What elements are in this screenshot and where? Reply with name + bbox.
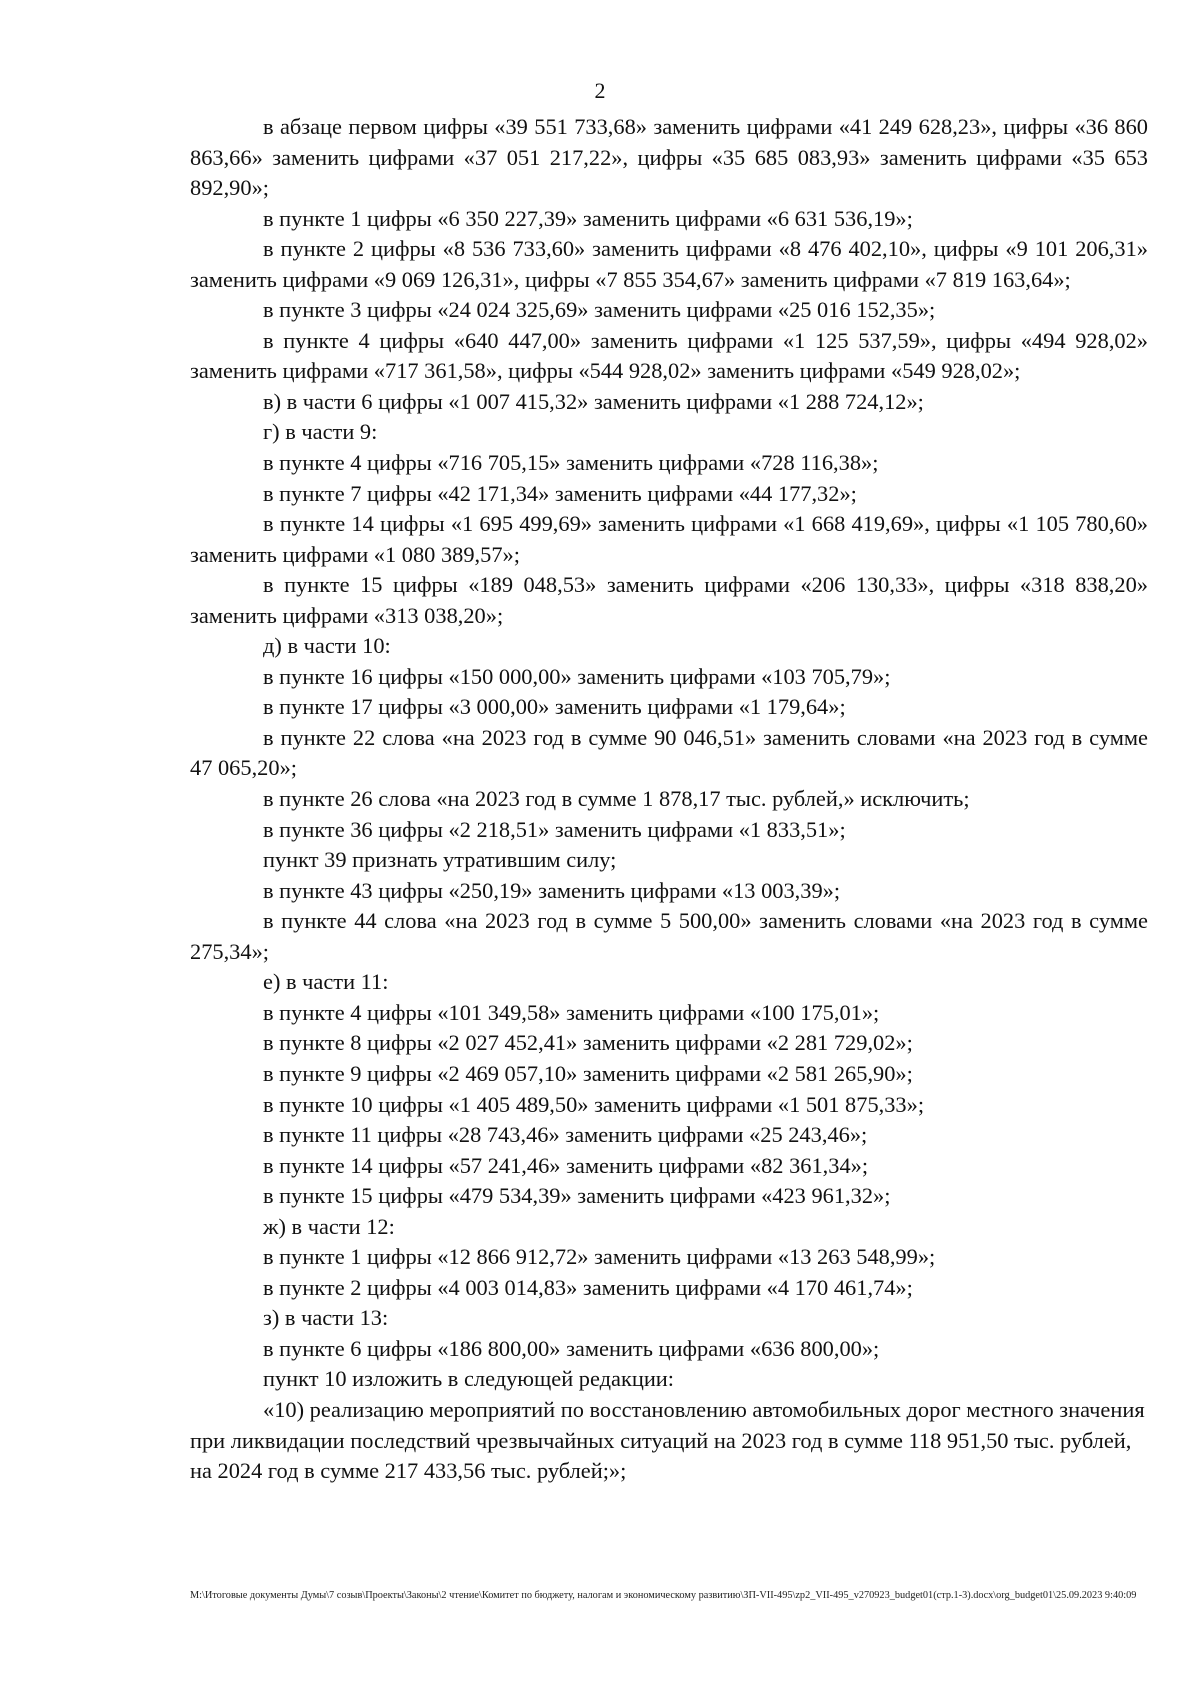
paragraph: в) в части 6 цифры «1 007 415,32» заменить цифрами «1 288 724,12»; [263, 388, 924, 414]
paragraph: в пункте 9 цифры «2 469 057,10» заменить цифрами «2 581 265,90»; [263, 1060, 913, 1086]
paragraph: в пункте 8 цифры «2 027 452,41» заменить цифрами «2 281 729,02»; [263, 1030, 913, 1056]
paragraph: в пункте 26 слова «на 2023 год в сумме 1 878,17 тыс. рублей,» исключить; [263, 786, 970, 812]
paragraph: в пункте 10 цифры «1 405 489,50» заменить цифрами «1 501 875,33»; [263, 1091, 925, 1117]
paragraph: в абзаце первом цифры «39 551 733,68» заменить цифрами «41 249 628,23», цифры «36 860 863,66» заменить цифрами «37 051 217,22», цифры «35 685 083,93» заменить цифрами «35 653 892,90»; [190, 114, 1148, 201]
paragraph: в пункте 36 цифры «2 218,51» заменить цифрами «1 833,51»; [263, 816, 846, 842]
paragraph: пункт 10 изложить в следующей редакции: [263, 1366, 675, 1392]
paragraph: д) в части 10: [263, 633, 391, 659]
paragraph: в пункте 1 цифры «12 866 912,72» заменить цифрами «13 263 548,99»; [263, 1244, 936, 1270]
paragraph: ж) в части 12: [263, 1213, 395, 1239]
paragraph: з) в части 13: [263, 1305, 389, 1331]
paragraph: в пункте 6 цифры «186 800,00» заменить цифрами «636 800,00»; [263, 1335, 880, 1361]
page-number: 2 [594, 78, 606, 103]
paragraph: в пункте 4 цифры «716 705,15» заменить цифрами «728 116,38»; [263, 450, 879, 476]
paragraph: в пункте 14 цифры «57 241,46» заменить цифрами «82 361,34»; [263, 1152, 869, 1178]
paragraph: в пункте 15 цифры «479 534,39» заменить цифрами «423 961,32»; [263, 1183, 891, 1209]
paragraph: в пункте 22 слова «на 2023 год в сумме 90 046,51» заменить словами «на 2023 год в сумме 47 065,20»; [190, 724, 1148, 781]
paragraph: в пункте 2 цифры «8 536 733,60» заменить цифрами «8 476 402,10», цифры «9 101 206,31» заменить цифрами «9 069 126,31», цифры «7 855 354,67» заменить цифрами «7 819 163,64»; [190, 236, 1148, 292]
paragraph: в пункте 7 цифры «42 171,34» заменить цифрами «44 177,32»; [263, 480, 857, 506]
paragraph: в пункте 2 цифры «4 003 014,83» заменить цифрами «4 170 461,74»; [263, 1274, 913, 1300]
paragraph: в пункте 43 цифры «250,19» заменить цифрами «13 003,39»; [263, 877, 841, 903]
paragraph: в пункте 11 цифры «28 743,46» заменить цифрами «25 243,46»; [263, 1122, 868, 1148]
document-body [190, 112, 1148, 1487]
paragraph: «10) реализацию мероприятий по восстановлению автомобильных дорог местного значения при ликвидации последствий чрезвычайных ситуаций на 2023 год в сумме 118 951,50 тыс. рублей, на 2024 год в сумме 217 433,56 тыс. рублей;»; [190, 1396, 1145, 1484]
paragraph: в пункте 16 цифры «150 000,00» заменить цифрами «103 705,79»; [263, 663, 891, 689]
footer-file-path: M:\Итоговые документы Думы\7 созыв\Проекты\Законы\2 чтение\Комитет по бюджету, налогам и экономическому развитию\ЗП-VII-495\zp2_VII-495_v270923_budget01(стр.1-3).docx\org_budget01\25.09.2023 9:40:09 [190, 1590, 1137, 1601]
paragraph: в пункте 15 цифры «189 048,53» заменить цифрами «206 130,33», цифры «318 838,20» заменить цифрами «313 038,20»; [190, 572, 1148, 628]
paragraph: в пункте 4 цифры «640 447,00» заменить цифрами «1 125 537,59», цифры «494 928,02» заменить цифрами «717 361,58», цифры «544 928,02» заменить цифрами «549 928,02»; [190, 327, 1148, 384]
paragraph: в пункте 3 цифры «24 024 325,69» заменить цифрами «25 016 152,35»; [263, 297, 936, 323]
paragraph: е) в части 11: [263, 969, 389, 995]
paragraph: г) в части 9: [263, 419, 378, 445]
paragraph: в пункте 4 цифры «101 349,58» заменить цифрами «100 175,01»; [263, 999, 880, 1025]
paragraph: пункт 39 признать утратившим силу; [263, 847, 617, 873]
paragraph: в пункте 1 цифры «6 350 227,39» заменить цифрами «6 631 536,19»; [263, 205, 913, 231]
paragraph: в пункте 17 цифры «3 000,00» заменить цифрами «1 179,64»; [263, 694, 846, 720]
paragraph: в пункте 14 цифры «1 695 499,69» заменить цифрами «1 668 419,69», цифры «1 105 780,60» заменить цифрами «1 080 389,57»; [190, 511, 1148, 567]
paragraph: в пункте 44 слова «на 2023 год в сумме 5 500,00» заменить словами «на 2023 год в сумме 275,34»; [190, 908, 1148, 964]
